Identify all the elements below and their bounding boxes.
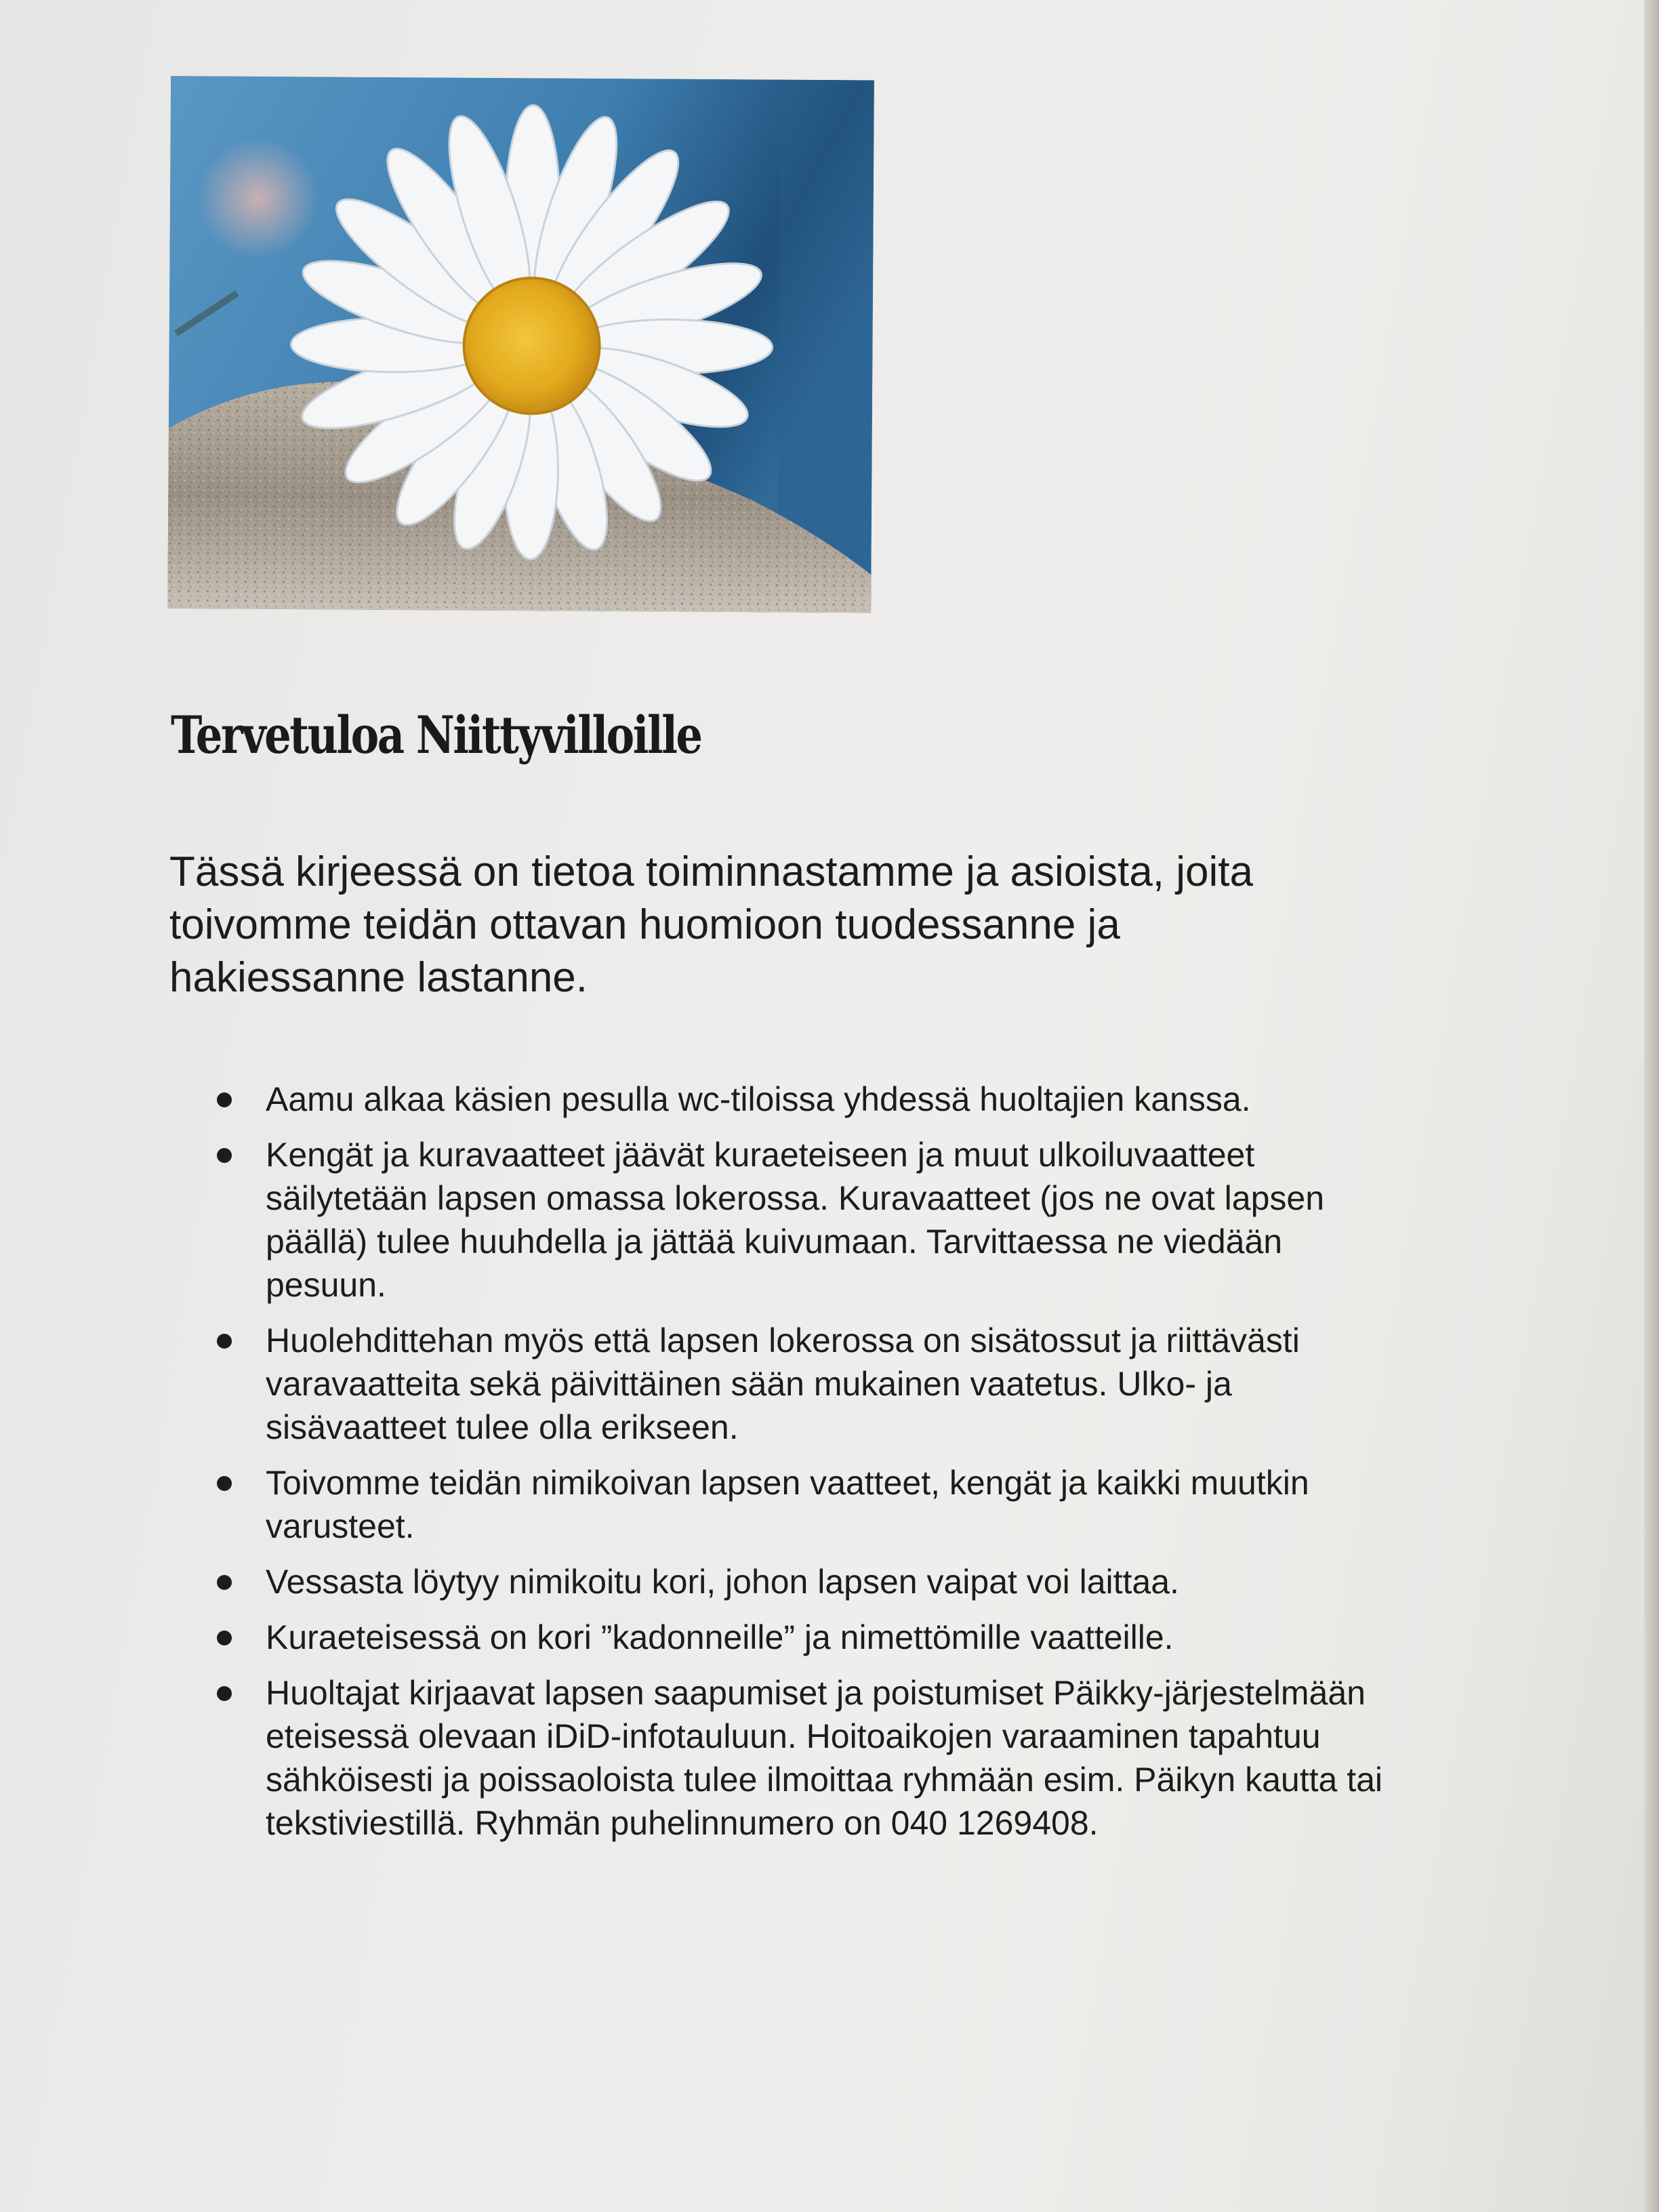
bullet-text-line: Huolehdittehan myös että lapsen lokerossa on sisätossut ja riittävästi [266, 1322, 1300, 1359]
bullet-dot-icon [217, 1575, 232, 1590]
bullet-dot-icon [217, 1092, 232, 1107]
bullet-text-line: eteisessä olevaan iDiD-infotauluun. Hoitoaikojen varaaminen tapahtuu [266, 1717, 1321, 1755]
bullet-dot-icon [217, 1476, 232, 1491]
bullet-dot-icon [217, 1686, 232, 1701]
bullet-text-line: päällä) tulee huuhdella ja jättää kuivumaan. Tarvittaessa ne viedään [266, 1223, 1283, 1261]
bullet-text-line: Aamu alkaa käsien pesulla wc-tiloissa yhdessä huoltajien kanssa. [266, 1080, 1251, 1118]
bullet-item [203, 1616, 1572, 1659]
bullet-item [203, 1560, 1572, 1603]
intro-paragraph [169, 846, 1457, 1004]
intro-line: hakiessanne lastanne. [169, 954, 588, 1001]
bullet-dot-icon [217, 1334, 232, 1349]
document-title: Tervetuloa Niittyvilloille [171, 705, 701, 765]
bullet-item [203, 1078, 1572, 1121]
bullet-text-line: Huoltajat kirjaavat lapsen saapumiset ja poistumiset Päikky-järjestelmään [266, 1674, 1366, 1712]
bullet-text-line: varusteet. [266, 1507, 415, 1545]
paper-edge [1644, 0, 1659, 2212]
intro-line: toivomme teidän ottavan huomioon tuodessanne ja [169, 901, 1120, 948]
bullet-item [203, 1671, 1572, 1845]
bullet-text-line: säilytetään lapsen omassa lokerossa. Kuravaatteet (jos ne ovat lapsen [266, 1179, 1325, 1217]
bullet-text-line: Vessasta löytyy nimikoitu kori, johon lapsen vaipat voi laittaa. [266, 1563, 1179, 1601]
info-bullet-list [203, 1078, 1572, 1857]
bullet-text-line: tekstiviestillä. Ryhmän puhelinnumero on 040 1269408. [266, 1804, 1099, 1842]
bullet-text-line: Toivomme teidän nimikoivan lapsen vaatteet, kengät ja kaikki muutkin [266, 1464, 1309, 1502]
bullet-text-line: sähköisesti ja poissaoloista tulee ilmoittaa ryhmään esim. Päikyn kautta tai [266, 1761, 1383, 1799]
bullet-dot-icon [217, 1631, 232, 1645]
daisy-illustration [167, 76, 874, 613]
bullet-item [203, 1319, 1572, 1449]
bullet-text-line: Kengät ja kuravaatteet jäävät kuraeteiseen ja muut ulkoiluvaatteet [266, 1136, 1255, 1174]
bullet-text-line: sisävaatteet tulee olla erikseen. [266, 1408, 739, 1446]
bullet-item [203, 1461, 1572, 1548]
bullet-text-line: Kuraeteisessä on kori ”kadonneille” ja nimettömille vaatteille. [266, 1618, 1174, 1656]
bullet-item [203, 1133, 1572, 1307]
daisy-photo [167, 76, 874, 613]
intro-line: Tässä kirjeessä on tietoa toiminnastamme ja asioista, joita [169, 848, 1253, 895]
bullet-text-line: pesuun. [266, 1266, 386, 1304]
bullet-text-line: varavaatteita sekä päivittäinen sään mukainen vaatetus. Ulko- ja [266, 1365, 1232, 1403]
bullet-dot-icon [217, 1148, 232, 1163]
